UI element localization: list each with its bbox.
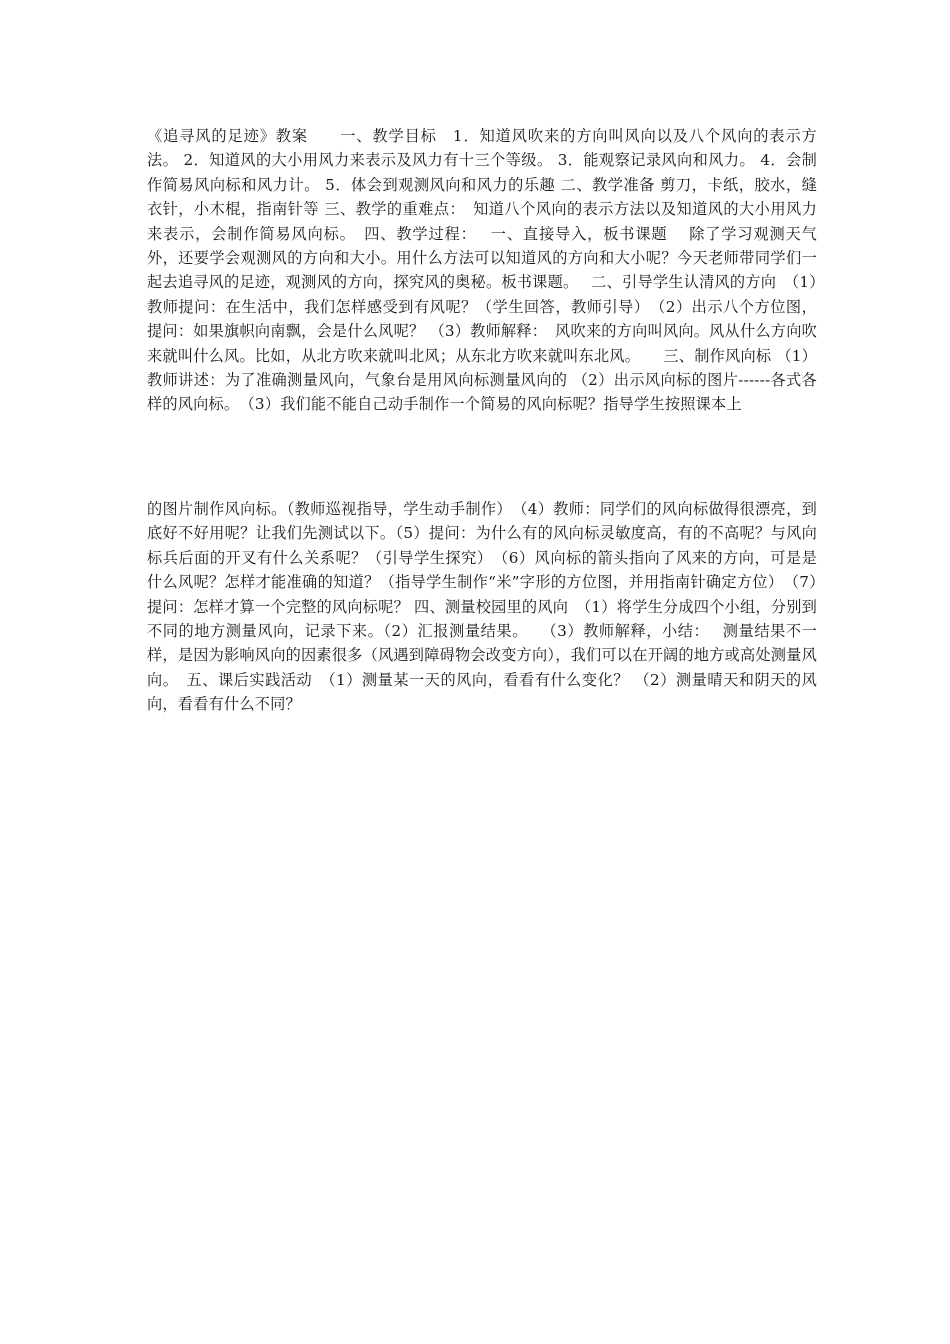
lesson-plan-paragraph-2: 的图片制作风向标。（教师巡视指导，学生动手制作） （4）教师：同学们的风向标做得很漂亮，到底好不好用呢？让我们先测试以下。（5）提问：为什么有的风向标灵敏度高，有的不高呢？与风向标兵后面的开叉有什么关系呢？（引导学生探究） （6）风向标的箭头指向了风来的方向，可是是什么风呢？怎样才能准确的知道？（指导学生制作“米”字形的方位图，并用指南针确定方位） （7）提问：怎样才算一个完整的风向标呢？ 四、测量校园里的风向 （1）将学生分成四个小组，分别到不同的地方测量风向，记录下来。（2）汇报测量结果。 （3）教师解释，小结： 测量结果不一样，是因为影响风向的因素很多（风遇到障碍物会改变方向），我们可以在开阔的地方或高处测量风向。 五、课后实践活动 （1）测量某一天的风向，看看有什么变化？ （2）测量晴天和阴天的风向，看看有什么不同？	[147, 500, 817, 714]
lesson-plan-paragraph-1: 《追寻风的足迹》教案 一、教学目标 1．知道风吹来的方向叫风向以及八个风向的表示方法。 2．知道风的大小用风力来表示及风力有十三个等级。 3．能观察记录风向和风力。 4．会制作简易风向标和风力计。 5．体会到观测风向和风力的乐趣 二、教学准备 剪刀，卡纸，胶水，缝衣针，小木棍，指南针等 三、教学的重难点： 知道八个风向的表示方法以及知道风的大小用风力来表示，会制作简易风向标。 四、教学过程： 一、直接导入，板书课题 除了学习观测天气外，还要学会观测风的方向和大小。用什么方法可以知道风的方向和大小呢？今天老师带同学们一起去追寻风的足迹，观测风的方向，探究风的奥秘。板书课题。 二、引导学生认清风的方向 （1）教师提问：在生活中，我们怎样感受到有风呢？（学生回答，教师引导） （2）出示八个方位图，提问：如果旗帜向南飘，会是什么风呢？ （3）教师解释： 风吹来的方向叫风向。风从什么方向吹来就叫什么风。比如，从北方吹来就叫北风；从东北方吹来就叫东北风。 三、制作风向标 （1）教师讲述：为了准确测量风向，气象台是用风向标测量风向的 （2）出示风向标的图片------各式各样的风向标。 （3）我们能不能自己动手制作一个简易的风向标呢？指导学生按照课本上	[147, 127, 817, 414]
